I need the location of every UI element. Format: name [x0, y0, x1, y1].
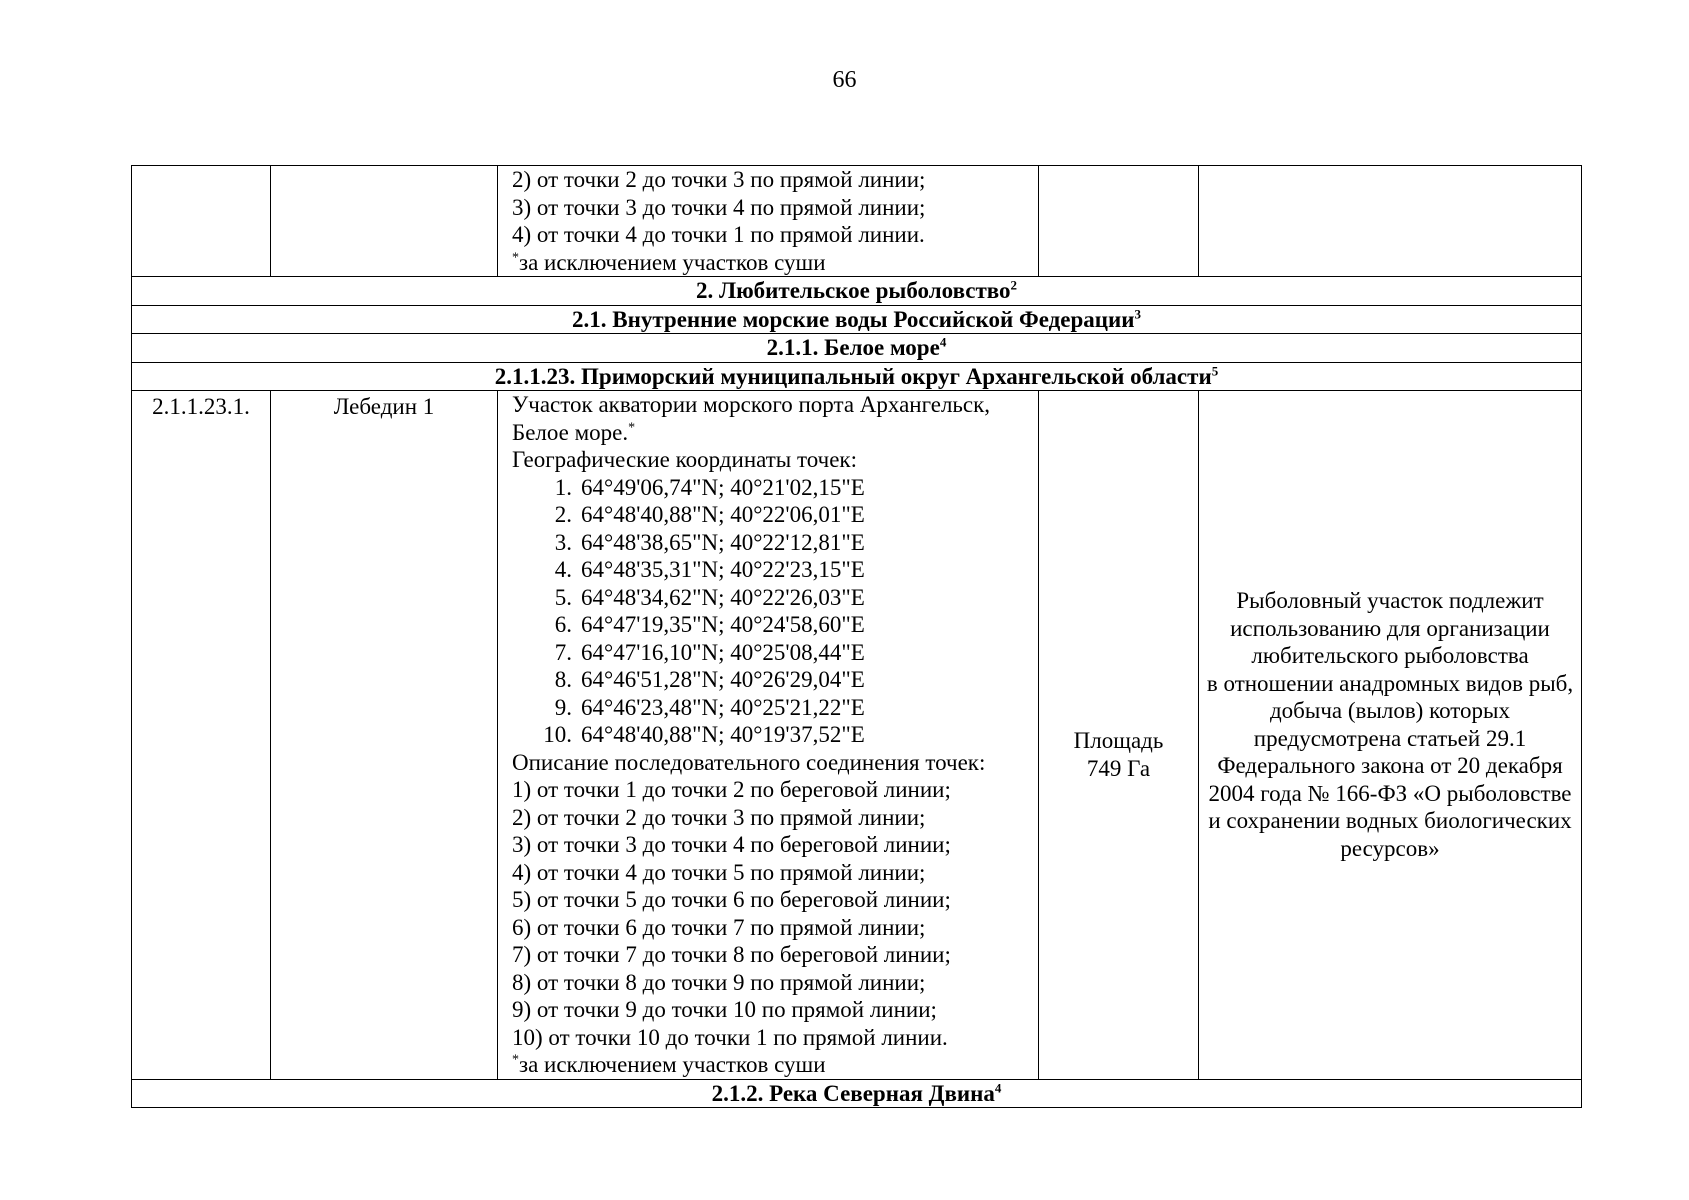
- subsection-heading-row: [132, 305, 1582, 334]
- connection-line: 1) от точки 1 до точки 2 по береговой линии;: [512, 777, 951, 802]
- description-line: Белое море.*: [512, 419, 636, 445]
- purpose-line: 2004 года № 166-ФЗ «О рыболовстве: [1208, 780, 1572, 806]
- cell-description: [498, 391, 1039, 1080]
- connection-line: 9) от точки 9 до точки 10 по прямой линии;: [512, 997, 937, 1022]
- cell-area-empty: [1039, 166, 1199, 277]
- coordinate-item: 10. 64°48'40,88"N; 40°19'37,52"E: [543, 722, 865, 747]
- district-heading-row: [132, 362, 1582, 391]
- next-section-heading-row: [132, 1079, 1582, 1108]
- purpose-line: добыча (вылов) которых: [1269, 698, 1510, 724]
- table-row-continuation: [132, 166, 1582, 277]
- subsection-heading: 2.1. Внутренние морские воды Российской Федерации$^3$: [132, 305, 1582, 334]
- purpose-line: и сохранении водных биологических: [1208, 808, 1572, 834]
- purpose-line: любительского рыболовства: [1251, 643, 1529, 669]
- section-heading-row: [132, 277, 1582, 306]
- connection-line: 10) от точки 10 до точки 1 по прямой линии.: [512, 1024, 948, 1050]
- purpose-line: Федерального закона от 20 декабря: [1217, 753, 1563, 779]
- connection-line: 4) от точки 4 до точки 5 по прямой линии;: [512, 859, 926, 885]
- connection-line: 5) от точки 5 до точки 6 по береговой линии;: [512, 887, 951, 912]
- table-row-lebedin: [132, 391, 1582, 1080]
- coordinate-item: 8. 64°46'51,28"N; 40°26'29,04"E: [554, 667, 865, 692]
- cell-area-size: [1039, 391, 1199, 1080]
- coordinate-item: 7. 64°47'16,10"N; 40°25'08,44"E: [554, 639, 865, 665]
- sea-heading-row: [132, 334, 1582, 363]
- purpose-line: Рыболовный участок подлежит: [1236, 588, 1544, 614]
- coords-title: Географические координаты точек:: [512, 447, 857, 472]
- purpose-line: использованию для организации: [1230, 615, 1550, 641]
- purpose-line: предусмотрена статьей 29.1: [1253, 725, 1527, 751]
- area-label: Площадь: [1073, 728, 1164, 754]
- coordinate-item: 2. 64°48'40,88"N; 40°22'06,01"E: [554, 502, 865, 527]
- connection-line: 3) от точки 3 до точки 4 по прямой линии;: [512, 194, 926, 220]
- connection-line: 2) от точки 2 до точки 3 по прямой линии;: [512, 167, 926, 192]
- connection-line: 2) от точки 2 до точки 3 по прямой линии;: [512, 804, 926, 830]
- coordinates-list: [512, 474, 1038, 749]
- area-value: 749 Га: [1086, 755, 1151, 781]
- coordinate-item: 3. 64°48'38,65"N; 40°22'12,81"E: [554, 529, 865, 555]
- coordinate-item: 9. 64°46'23,48"N; 40°25'21,22"E: [554, 694, 865, 720]
- coordinate-item: 1. 64°49'06,74"N; 40°21'02,15"E: [554, 474, 865, 500]
- next-section-heading: 2.1.2. Река Северная Двина$^4$: [132, 1079, 1582, 1108]
- coordinate-item: 4. 64°48'35,31"N; 40°22'23,15"E: [554, 557, 865, 582]
- section-heading: 2. Любительское рыболовство$^2$: [132, 277, 1582, 306]
- connection-line: 7) от точки 7 до точки 8 по береговой линии;: [512, 942, 951, 967]
- connection-title: Описание последовательного соединения точек:: [512, 749, 986, 775]
- purpose-line: ресурсов»: [1340, 835, 1440, 861]
- coordinate-item: 5. 64°48'34,62"N; 40°22'26,03"E: [554, 584, 865, 610]
- cell-name-empty: [271, 166, 498, 277]
- cell-area-name: Лебедин 1: [271, 391, 498, 1080]
- connection-line: 6) от точки 6 до точки 7 по прямой линии;: [512, 914, 926, 940]
- cell-purpose: [1199, 391, 1582, 1080]
- cell-number-empty: [132, 166, 271, 277]
- fishing-areas-table: [131, 165, 1582, 1108]
- exclusion-note: *за исключением участков суши: [512, 1052, 826, 1077]
- sea-heading: 2.1.1. Белое море$^4$: [132, 334, 1582, 363]
- connection-line: 8) от точки 8 до точки 9 по прямой линии;: [512, 969, 926, 995]
- purpose-line: в отношении анадромных видов рыб,: [1206, 670, 1574, 696]
- connection-line: 4) от точки 4 до точки 1 по прямой линии.: [512, 222, 925, 247]
- cell-area-number: 2.1.1.23.1.: [132, 391, 271, 1080]
- exclusion-note: *за исключением участков суши: [512, 249, 826, 275]
- connection-line: 3) от точки 3 до точки 4 по береговой линии;: [512, 832, 951, 857]
- page-number: 66: [832, 67, 857, 93]
- cell-purpose-empty: [1199, 166, 1582, 277]
- district-heading: 2.1.1.23. Приморский муниципальный округ Архангельской области$^5$: [132, 362, 1582, 391]
- cell-description-continued: [498, 166, 1039, 277]
- description-line: Участок акватории морского порта Архангельск,: [512, 392, 991, 417]
- coordinate-item: 6. 64°47'19,35"N; 40°24'58,60"E: [554, 612, 865, 637]
